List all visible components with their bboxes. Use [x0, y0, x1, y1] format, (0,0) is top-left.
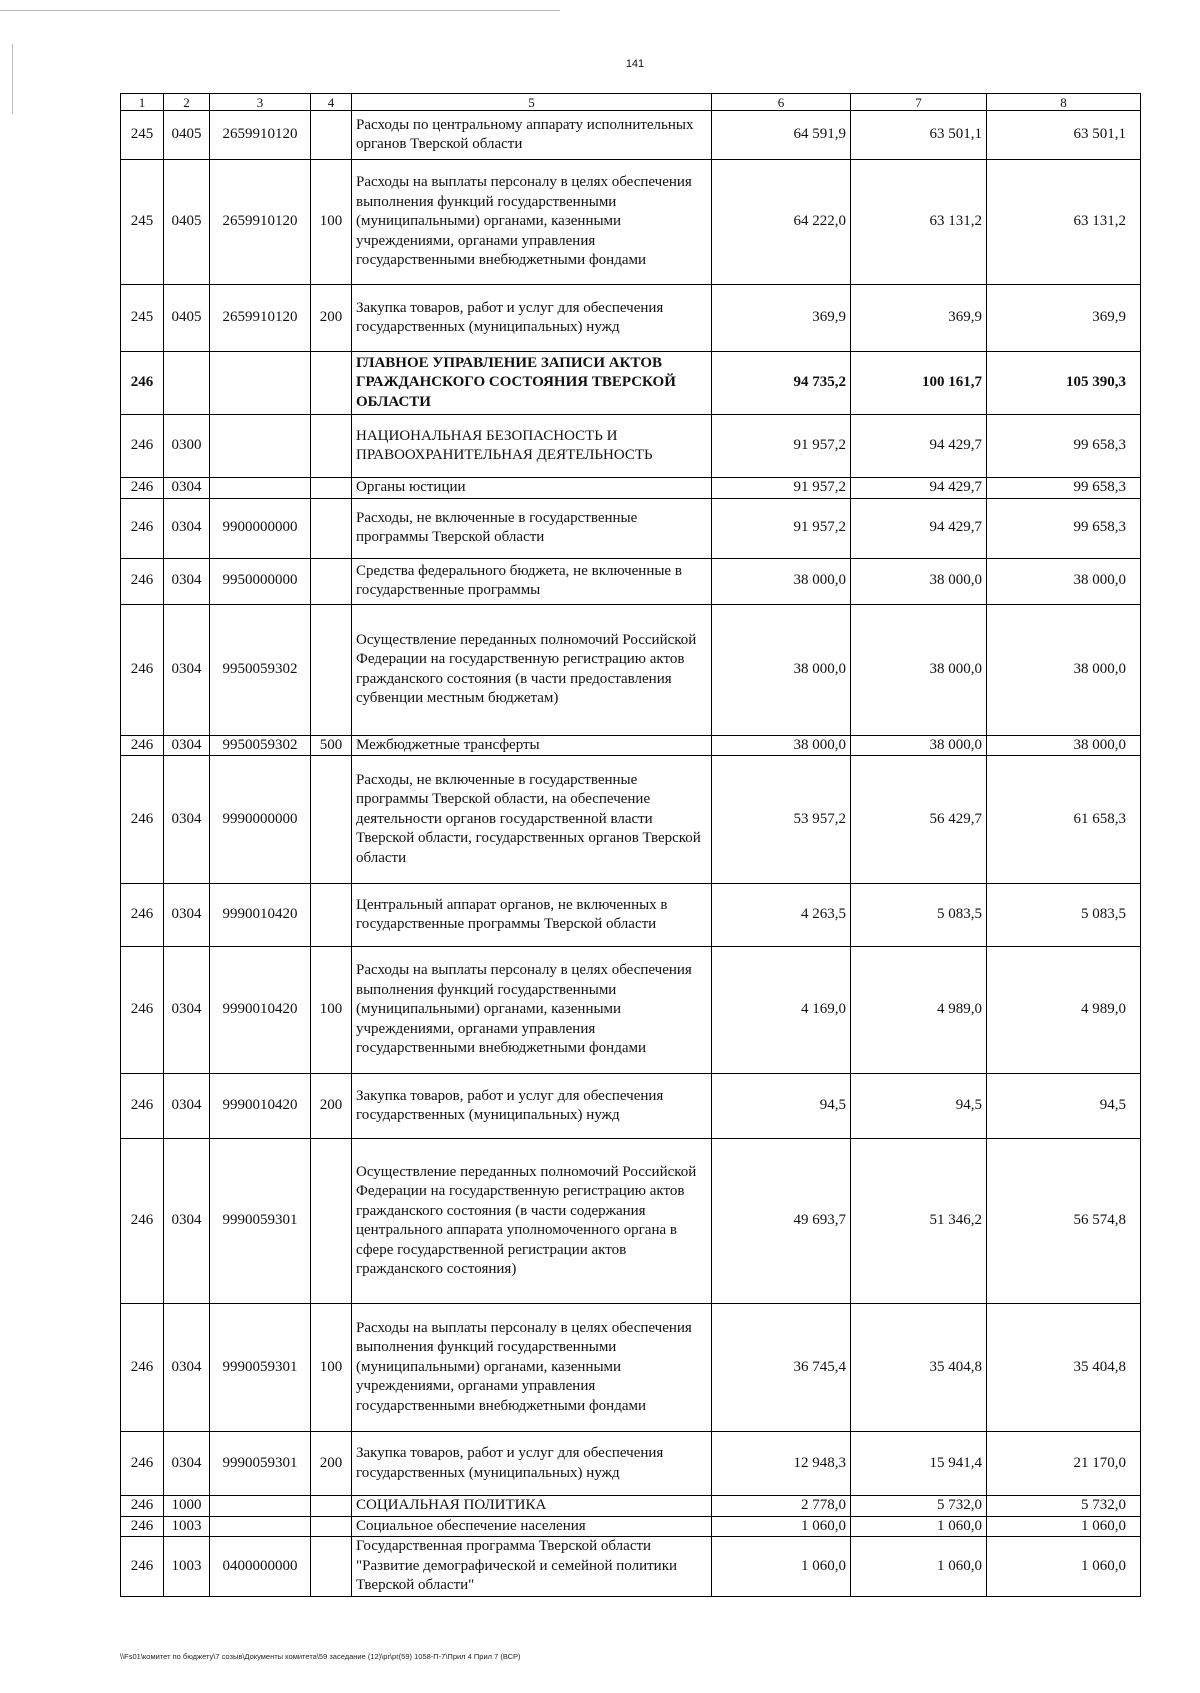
amount-year1-cell: 12 948,3: [712, 1432, 851, 1496]
table-body: [121, 111, 1141, 1597]
item-name-cell: Социальное обеспечение населения: [352, 1516, 712, 1537]
column-number-7: 7: [851, 94, 987, 111]
item-name-cell: Закупка товаров, работ и услуг для обеспечения государственных (муниципальных) нужд: [352, 1432, 712, 1496]
expense-type-cell: [311, 1139, 352, 1304]
table-row: [121, 1516, 1141, 1537]
amount-year1-cell: 91 957,2: [712, 478, 851, 499]
column-number-2: 2: [164, 94, 210, 111]
section-code-cell: [164, 352, 210, 415]
section-code-cell: 0405: [164, 160, 210, 285]
amount-year3-cell: 5 732,0: [987, 1496, 1141, 1517]
column-number-1: 1: [121, 94, 164, 111]
budget-table: [120, 93, 1141, 1597]
expense-type-cell: [311, 415, 352, 478]
section-code-cell: 1003: [164, 1516, 210, 1537]
item-name-cell: Межбюджетные трансферты: [352, 735, 712, 756]
amount-year3-cell: 63 131,2: [987, 160, 1141, 285]
amount-year3-cell: 35 404,8: [987, 1304, 1141, 1432]
amount-year2-cell: 4 989,0: [851, 947, 987, 1074]
item-name-cell: Государственная программа Тверской области "Развитие демографической и семейной политики Тверской области": [352, 1537, 712, 1597]
amount-year1-cell: 38 000,0: [712, 604, 851, 735]
amount-year1-cell: 64 222,0: [712, 160, 851, 285]
amount-year2-cell: 56 429,7: [851, 756, 987, 884]
section-code-cell: 0304: [164, 1074, 210, 1139]
table-row: [121, 1139, 1141, 1304]
ministry-code-cell: 246: [121, 1537, 164, 1597]
ministry-code-cell: 246: [121, 884, 164, 947]
amount-year3-cell: 105 390,3: [987, 352, 1141, 415]
amount-year2-cell: 100 161,7: [851, 352, 987, 415]
amount-year1-cell: 38 000,0: [712, 735, 851, 756]
ministry-code-cell: 246: [121, 735, 164, 756]
target-article-cell: 2659910120: [210, 111, 311, 160]
table-row: [121, 947, 1141, 1074]
ministry-code-cell: 246: [121, 352, 164, 415]
section-code-cell: 0304: [164, 1304, 210, 1432]
amount-year3-cell: 38 000,0: [987, 558, 1141, 604]
ministry-code-cell: 245: [121, 160, 164, 285]
expense-type-cell: 100: [311, 947, 352, 1074]
table-row: [121, 1432, 1141, 1496]
amount-year1-cell: 53 957,2: [712, 756, 851, 884]
table-row: [121, 1304, 1141, 1432]
target-article-cell: [210, 1496, 311, 1517]
expense-type-cell: 200: [311, 1074, 352, 1139]
amount-year1-cell: 64 591,9: [712, 111, 851, 160]
amount-year2-cell: 38 000,0: [851, 735, 987, 756]
expense-type-cell: [311, 558, 352, 604]
expense-type-cell: [311, 1537, 352, 1597]
expense-type-cell: 500: [311, 735, 352, 756]
ministry-code-cell: 245: [121, 111, 164, 160]
item-name-cell: Осуществление переданных полномочий Российской Федерации на государственную регистрацию актов гражданского состояния (в части содержания центрального аппарата уполномоченного органа в сфере государственной регистрации актов гражданского состояния): [352, 1139, 712, 1304]
item-name-cell: Органы юстиции: [352, 478, 712, 499]
amount-year1-cell: 2 778,0: [712, 1496, 851, 1517]
ministry-code-cell: 246: [121, 1074, 164, 1139]
amount-year2-cell: 369,9: [851, 285, 987, 352]
amount-year3-cell: 21 170,0: [987, 1432, 1141, 1496]
page-number: 141: [625, 58, 645, 70]
section-code-cell: 0304: [164, 884, 210, 947]
amount-year3-cell: 4 989,0: [987, 947, 1141, 1074]
item-name-cell: НАЦИОНАЛЬНАЯ БЕЗОПАСНОСТЬ И ПРАВООХРАНИТЕЛЬНАЯ ДЕЯТЕЛЬНОСТЬ: [352, 415, 712, 478]
target-article-cell: 9950059302: [210, 735, 311, 756]
column-number-4: 4: [311, 94, 352, 111]
item-name-cell: Средства федерального бюджета, не включенные в государственные программы: [352, 558, 712, 604]
section-code-cell: 0304: [164, 947, 210, 1074]
ministry-code-cell: 246: [121, 604, 164, 735]
target-article-cell: 2659910120: [210, 285, 311, 352]
amount-year2-cell: 94 429,7: [851, 478, 987, 499]
target-article-cell: 0400000000: [210, 1537, 311, 1597]
ministry-code-cell: 246: [121, 1516, 164, 1537]
item-name-cell: Расходы по центральному аппарату исполнительных органов Тверской области: [352, 111, 712, 160]
expense-type-cell: [311, 1516, 352, 1537]
amount-year2-cell: 15 941,4: [851, 1432, 987, 1496]
section-code-cell: 1000: [164, 1496, 210, 1517]
amount-year2-cell: 38 000,0: [851, 604, 987, 735]
table-row: [121, 884, 1141, 947]
amount-year3-cell: 94,5: [987, 1074, 1141, 1139]
item-name-cell: ГЛАВНОЕ УПРАВЛЕНИЕ ЗАПИСИ АКТОВ ГРАЖДАНСКОГО СОСТОЯНИЯ ТВЕРСКОЙ ОБЛАСТИ: [352, 352, 712, 415]
amount-year3-cell: 1 060,0: [987, 1537, 1141, 1597]
target-article-cell: [210, 478, 311, 499]
table-row: [121, 478, 1141, 499]
section-code-cell: 0304: [164, 498, 210, 558]
section-code-cell: 0304: [164, 1432, 210, 1496]
column-number-row: [121, 94, 1141, 111]
amount-year2-cell: 94 429,7: [851, 415, 987, 478]
item-name-cell: Закупка товаров, работ и услуг для обеспечения государственных (муниципальных) нужд: [352, 1074, 712, 1139]
amount-year2-cell: 51 346,2: [851, 1139, 987, 1304]
amount-year1-cell: 1 060,0: [712, 1516, 851, 1537]
ministry-code-cell: 246: [121, 478, 164, 499]
table-row: [121, 111, 1141, 160]
section-code-cell: 0304: [164, 478, 210, 499]
scan-artifact-line: [12, 44, 13, 114]
amount-year2-cell: 1 060,0: [851, 1516, 987, 1537]
column-number-6: 6: [712, 94, 851, 111]
amount-year2-cell: 63 501,1: [851, 111, 987, 160]
amount-year3-cell: 38 000,0: [987, 735, 1141, 756]
amount-year1-cell: 38 000,0: [712, 558, 851, 604]
expense-type-cell: 100: [311, 160, 352, 285]
amount-year3-cell: 99 658,3: [987, 478, 1141, 499]
amount-year1-cell: 1 060,0: [712, 1537, 851, 1597]
amount-year3-cell: 63 501,1: [987, 111, 1141, 160]
table-row: [121, 735, 1141, 756]
ministry-code-cell: 246: [121, 1432, 164, 1496]
section-code-cell: 0300: [164, 415, 210, 478]
amount-year3-cell: 56 574,8: [987, 1139, 1141, 1304]
section-code-cell: 0304: [164, 1139, 210, 1304]
expense-type-cell: 200: [311, 285, 352, 352]
amount-year3-cell: 99 658,3: [987, 415, 1141, 478]
section-code-cell: 0304: [164, 735, 210, 756]
amount-year3-cell: 38 000,0: [987, 604, 1141, 735]
expense-type-cell: 100: [311, 1304, 352, 1432]
column-number-5: 5: [352, 94, 712, 111]
amount-year1-cell: 91 957,2: [712, 498, 851, 558]
amount-year1-cell: 91 957,2: [712, 415, 851, 478]
target-article-cell: 9990059301: [210, 1432, 311, 1496]
amount-year2-cell: 38 000,0: [851, 558, 987, 604]
table-row: [121, 415, 1141, 478]
expense-type-cell: [311, 604, 352, 735]
table-row: [121, 160, 1141, 285]
amount-year2-cell: 35 404,8: [851, 1304, 987, 1432]
table-row: [121, 498, 1141, 558]
expense-type-cell: [311, 498, 352, 558]
item-name-cell: Расходы на выплаты персоналу в целях обеспечения выполнения функций государственными (муниципальными) органами, казенными учреждениями, органами управления государственными внебюджетными фондами: [352, 947, 712, 1074]
section-code-cell: 0304: [164, 756, 210, 884]
ministry-code-cell: 246: [121, 947, 164, 1074]
item-name-cell: Осуществление переданных полномочий Российской Федерации на государственную регистрацию актов гражданского состояния (в части предоставления субвенции местным бюджетам): [352, 604, 712, 735]
table-row: [121, 1074, 1141, 1139]
section-code-cell: 1003: [164, 1537, 210, 1597]
item-name-cell: СОЦИАЛЬНАЯ ПОЛИТИКА: [352, 1496, 712, 1517]
item-name-cell: Расходы на выплаты персоналу в целях обеспечения выполнения функций государственными (муниципальными) органами, казенными учреждениями, органами управления государственными внебюджетными фондами: [352, 1304, 712, 1432]
amount-year1-cell: 4 169,0: [712, 947, 851, 1074]
target-article-cell: [210, 1516, 311, 1537]
item-name-cell: Закупка товаров, работ и услуг для обеспечения государственных (муниципальных) нужд: [352, 285, 712, 352]
footer-file-path: \\Fs01\комитет по бюджету\7 созыв\Документы комитета\59 заседание (12)\pr\pr(59) 1058-П-7\Прил 4 Прил 7 (ВСР): [120, 1652, 521, 1661]
ministry-code-cell: 246: [121, 415, 164, 478]
section-code-cell: 0304: [164, 604, 210, 735]
amount-year2-cell: 5 083,5: [851, 884, 987, 947]
amount-year1-cell: 94,5: [712, 1074, 851, 1139]
target-article-cell: 9990010420: [210, 947, 311, 1074]
amount-year3-cell: 61 658,3: [987, 756, 1141, 884]
amount-year2-cell: 1 060,0: [851, 1537, 987, 1597]
section-code-cell: 0304: [164, 558, 210, 604]
item-name-cell: Центральный аппарат органов, не включенных в государственные программы Тверской области: [352, 884, 712, 947]
amount-year1-cell: 4 263,5: [712, 884, 851, 947]
table-row: [121, 352, 1141, 415]
amount-year1-cell: 94 735,2: [712, 352, 851, 415]
target-article-cell: [210, 415, 311, 478]
amount-year1-cell: 369,9: [712, 285, 851, 352]
column-number-3: 3: [210, 94, 311, 111]
expense-type-cell: [311, 884, 352, 947]
expense-type-cell: [311, 1496, 352, 1517]
target-article-cell: 2659910120: [210, 160, 311, 285]
amount-year2-cell: 63 131,2: [851, 160, 987, 285]
target-article-cell: 9900000000: [210, 498, 311, 558]
amount-year3-cell: 369,9: [987, 285, 1141, 352]
section-code-cell: 0405: [164, 111, 210, 160]
amount-year3-cell: 99 658,3: [987, 498, 1141, 558]
amount-year2-cell: 94,5: [851, 1074, 987, 1139]
amount-year3-cell: 1 060,0: [987, 1516, 1141, 1537]
amount-year1-cell: 49 693,7: [712, 1139, 851, 1304]
amount-year2-cell: 94 429,7: [851, 498, 987, 558]
ministry-code-cell: 246: [121, 1304, 164, 1432]
target-article-cell: 9990010420: [210, 884, 311, 947]
item-name-cell: Расходы, не включенные в государственные программы Тверской области: [352, 498, 712, 558]
expense-type-cell: [311, 111, 352, 160]
table-row: [121, 558, 1141, 604]
section-code-cell: 0405: [164, 285, 210, 352]
ministry-code-cell: 246: [121, 756, 164, 884]
item-name-cell: Расходы, не включенные в государственные программы Тверской области, на обеспечение деятельности органов государственной власти Тверской области, государственных органов Тверской области: [352, 756, 712, 884]
table-row: [121, 285, 1141, 352]
item-name-cell: Расходы на выплаты персоналу в целях обеспечения выполнения функций государственными (муниципальными) органами, казенными учреждениями, органами управления государственными внебюджетными фондами: [352, 160, 712, 285]
target-article-cell: [210, 352, 311, 415]
table-row: [121, 756, 1141, 884]
amount-year1-cell: 36 745,4: [712, 1304, 851, 1432]
target-article-cell: 9990059301: [210, 1304, 311, 1432]
expense-type-cell: [311, 352, 352, 415]
table-row: [121, 1537, 1141, 1597]
ministry-code-cell: 246: [121, 1496, 164, 1517]
expense-type-cell: [311, 756, 352, 884]
expense-type-cell: 200: [311, 1432, 352, 1496]
ministry-code-cell: 245: [121, 285, 164, 352]
ministry-code-cell: 246: [121, 498, 164, 558]
target-article-cell: 9950000000: [210, 558, 311, 604]
ministry-code-cell: 246: [121, 558, 164, 604]
target-article-cell: 9990010420: [210, 1074, 311, 1139]
target-article-cell: 9950059302: [210, 604, 311, 735]
scan-artifact-line: [0, 10, 560, 11]
expense-type-cell: [311, 478, 352, 499]
table-row: [121, 1496, 1141, 1517]
table-row: [121, 604, 1141, 735]
target-article-cell: 9990059301: [210, 1139, 311, 1304]
target-article-cell: 9990000000: [210, 756, 311, 884]
amount-year3-cell: 5 083,5: [987, 884, 1141, 947]
ministry-code-cell: 246: [121, 1139, 164, 1304]
column-number-8: 8: [987, 94, 1141, 111]
amount-year2-cell: 5 732,0: [851, 1496, 987, 1517]
